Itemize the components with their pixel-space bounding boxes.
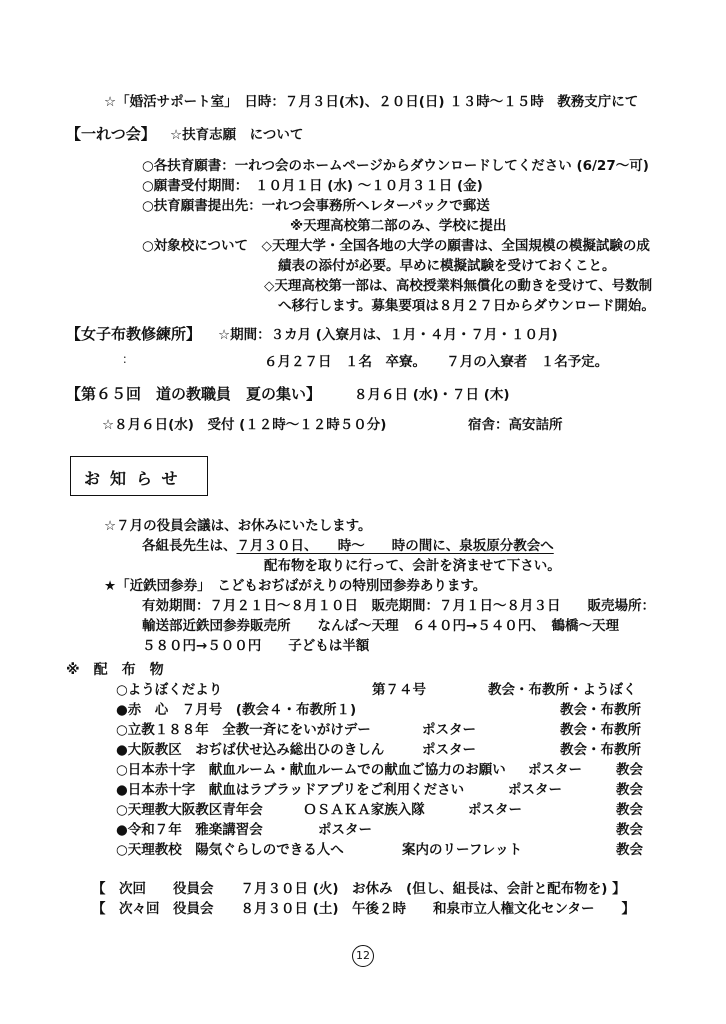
iretsukai-item: へ移行します。募集要項は８月２７日からダウンロード開始。 bbox=[278, 298, 655, 314]
list-item-dest: 教会 bbox=[616, 802, 643, 818]
iretsukai-heading: 【一れつ会】 bbox=[66, 125, 156, 143]
kintetsu-line: 輸送部近鉄団参券販売所 なんば～天理 ６４０円→５４０円、 鶴橋～天理 bbox=[142, 618, 620, 634]
iretsukai-item: ○願書受付期間： １０月１日 (水) ～１０月３１日 (金) bbox=[142, 178, 483, 194]
notice-line: ☆７月の役員会議は、お休みにいたします。 bbox=[104, 518, 372, 534]
stray-mark: ： bbox=[122, 352, 135, 366]
list-item-dest: 教会・布教所 bbox=[560, 702, 641, 718]
iretsukai-item: ◇天理高校第一部は、高校授業料無償化の動きを受けて、号数制 bbox=[264, 278, 653, 294]
iretsukai-item: ○扶育願書提出先：一れつ会事務所へレターパックで郵送 bbox=[142, 198, 490, 214]
list-item-dest: 教会・布教所・ようぼく bbox=[488, 682, 637, 698]
iretsukai-item: ※天理高校第二部のみ、学校に提出 bbox=[290, 218, 507, 234]
notice-line bbox=[142, 536, 554, 556]
tsudoi-lodging: 宿舎：高安詰所 bbox=[468, 417, 563, 433]
iretsukai-item: ○対象校について ◇天理大学・全国各地の大学の願書は、全国規模の模擬試験の成 bbox=[142, 238, 650, 254]
list-item-name: ○天理教大阪教区青年会 ＯＳＡＫＡ家族入隊 bbox=[116, 802, 425, 818]
list-item-name: ●日本赤十字 献血はラブラッドアプリをご利用ください bbox=[116, 782, 465, 798]
list-item-dest: 教会・布教所 bbox=[560, 742, 641, 758]
list-item-name: ○日本赤十字 献血ルーム・献血ルームでの献血ご協力のお願い bbox=[116, 762, 506, 778]
notice-prefix: 各組長先生は、 bbox=[142, 538, 237, 554]
notice-underlined: ７月３０日、 時～ 時の間に、泉坂原分教会へ bbox=[236, 538, 554, 554]
list-item-middle: ポスター bbox=[422, 742, 476, 758]
page-number: 12 bbox=[352, 945, 374, 967]
list-item-middle: ポスター bbox=[422, 722, 476, 738]
list-item-middle: ポスター bbox=[468, 802, 522, 818]
next-meeting: 【 次回 役員会 ７月３０日 (火) お休み (但し、組長は、会計と配布物を) 】 bbox=[92, 881, 626, 897]
kintetsu-line: 有効期間：７月２１日～８月１０日 販売期間：７月１日～８月３日 販売場所： bbox=[142, 598, 655, 614]
tsudoi-reception: ☆８月６日(水) 受付 (１２時～１２時５０分) bbox=[102, 417, 387, 433]
after-next-meeting: 【 次々回 役員会 ８月３０日 (土) 午後２時 和泉市立人権文化センター 】 bbox=[92, 901, 635, 917]
list-item-dest: 教会 bbox=[616, 822, 643, 838]
list-item-middle: ポスター bbox=[528, 762, 582, 778]
kintetsu-line: ５８０円→５００円 子どもは半額 bbox=[142, 638, 370, 654]
joshifu-period: ☆期間：３カ月 (入寮月は、１月・４月・７月・１０月) bbox=[218, 327, 558, 343]
list-item-name: ○ようぼくだより bbox=[116, 682, 223, 698]
joshifu-detail: ６月２７日 １名 卒寮。 ７月の入寮者 １名予定。 bbox=[264, 354, 609, 370]
notice-title: お知らせ bbox=[84, 469, 188, 488]
list-item-dest: 教会 bbox=[616, 762, 643, 778]
list-item-middle: 案内のリーフレット bbox=[402, 842, 523, 858]
list-item-name: ○立教１８８年 全教一斉にをいがけデー bbox=[116, 722, 371, 738]
list-item-middle: ポスター bbox=[508, 782, 562, 798]
list-item-name: ●令和７年 雅楽講習会 bbox=[116, 822, 263, 838]
iretsukai-subheading: ☆扶育志願 について bbox=[170, 127, 304, 143]
list-item-name: ○天理教校 陽気ぐらしのできる人へ bbox=[116, 842, 344, 858]
konkatsu-line: ☆「婚活サポート室」 日時：７月３日(木)、２０日(日) １３時～１５時 教務支庁にて bbox=[104, 94, 639, 110]
distribution-heading: ※ 配 布 物 bbox=[66, 662, 164, 678]
list-item-name: ●大阪教区 おぢば伏せ込み総出ひのきしん bbox=[116, 742, 385, 758]
list-item-name: ●赤 心 ７月号 (教会４・布教所１) bbox=[116, 702, 357, 718]
list-item-dest: 教会・布教所 bbox=[560, 722, 641, 738]
list-item-middle: ポスター bbox=[318, 822, 372, 838]
list-item-dest: 教会 bbox=[616, 842, 643, 858]
iretsukai-item: 績表の添付が必要。早めに模擬試験を受けておくこと。 bbox=[278, 258, 616, 274]
list-item-dest: 教会 bbox=[616, 782, 643, 798]
joshifu-heading: 【女子布教修練所】 bbox=[66, 325, 202, 343]
tsudoi-dates: ８月６日 (水)・７日 (木) bbox=[354, 387, 510, 403]
tsudoi-heading: 【第６５回 道の教職員 夏の集い】 bbox=[66, 385, 322, 403]
iretsukai-item: ○各扶育願書：一れつ会のホームページからダウンロードしてください (6/27～可) bbox=[142, 158, 649, 174]
notice-line: 配布物を取りに行って、会計を済ませて下さい。 bbox=[264, 558, 561, 574]
list-item-middle: 第７４号 bbox=[372, 682, 426, 698]
kintetsu-title: ★「近鉄団参券」 こどもおぢばがえりの特別団参券あります。 bbox=[104, 578, 487, 594]
